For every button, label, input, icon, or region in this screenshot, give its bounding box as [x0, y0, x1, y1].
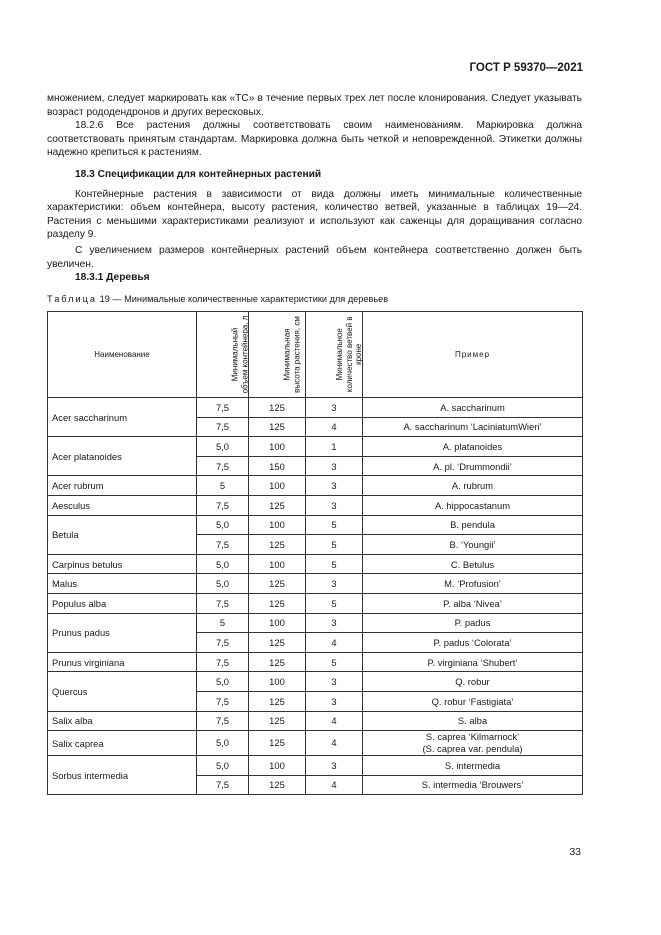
cell-branches: 3 [306, 613, 363, 633]
header-name: Наименование [48, 312, 197, 398]
table-row [48, 672, 583, 692]
cell-volume: 7,5 [197, 633, 249, 653]
cell-example: S. intermedia ‘Brouwers’ [363, 775, 583, 795]
cell-name: Betula [48, 515, 197, 554]
header-height: Минимальная высота растения, см [249, 312, 306, 398]
cell-branches: 4 [306, 417, 363, 437]
paragraph: С увеличением размеров контейнерных растений объем контейнера соответственно должен быть увеличен. [47, 244, 582, 270]
subsection-title: 18.3.1 Деревья [75, 272, 150, 284]
cell-height: 125 [249, 574, 306, 594]
table-row [48, 593, 583, 613]
cell-example: Q. robur [363, 672, 583, 692]
cell-branches: 3 [306, 672, 363, 692]
cell-example: A. saccharinum ‘LaciniatumWieri’ [363, 417, 583, 437]
cell-volume: 7,5 [197, 593, 249, 613]
cell-branches: 4 [306, 633, 363, 653]
cell-example: P. padus [363, 613, 583, 633]
cell-height: 125 [249, 398, 306, 418]
document-code: ГОСТ Р 59370—2021 [469, 62, 583, 74]
table-row [48, 711, 583, 731]
cell-name: Acer rubrum [48, 476, 197, 496]
cell-example: M. ‘Profusion’ [363, 574, 583, 594]
table-row [48, 476, 583, 496]
table-row [48, 756, 583, 776]
cell-branches: 1 [306, 437, 363, 457]
cell-height: 125 [249, 593, 306, 613]
cell-example: C. Betulus [363, 554, 583, 574]
cell-example: S. alba [363, 711, 583, 731]
cell-example: B. pendula [363, 515, 583, 535]
cell-example-line: (S. caprea var. pendula) [422, 743, 523, 755]
cell-name: Acer platanoides [48, 437, 197, 476]
cell-height: 125 [249, 775, 306, 795]
cell-height: 100 [249, 672, 306, 692]
page-number: 33 [569, 846, 581, 858]
cell-volume: 7,5 [197, 535, 249, 555]
cell-volume: 5 [197, 476, 249, 496]
table-row [48, 574, 583, 594]
cell-example: A. saccharinum [363, 398, 583, 418]
cell-volume: 5,0 [197, 731, 249, 756]
cell-branches: 5 [306, 593, 363, 613]
cell-name: Carpinus betulus [48, 554, 197, 574]
cell-volume: 5,0 [197, 672, 249, 692]
cell-height: 125 [249, 691, 306, 711]
cell-branches: 5 [306, 535, 363, 555]
cell-example: A. hippocastanum [363, 495, 583, 515]
table-header-row [48, 312, 583, 398]
cell-branches: 3 [306, 476, 363, 496]
cell-height: 125 [249, 731, 306, 756]
trees-table [47, 311, 583, 795]
cell-branches: 4 [306, 775, 363, 795]
paragraph: множением, следует маркировать как «ТС» в течение первых трех лет после клонирования. Следует указывать возраст рододендронов и других вересковых. [47, 93, 582, 118]
cell-branches: 3 [306, 756, 363, 776]
cell-volume: 5,0 [197, 437, 249, 457]
table-caption-label: Таблица [47, 294, 98, 304]
cell-volume: 5 [197, 613, 249, 633]
table-row [48, 613, 583, 633]
cell-name: Populus alba [48, 593, 197, 613]
cell-example: Q. robur ‘Fastigiata’ [363, 691, 583, 711]
cell-name: Salix alba [48, 711, 197, 731]
cell-branches: 5 [306, 515, 363, 535]
cell-example: P. virginiana ‘Shubert’ [363, 652, 583, 672]
cell-name: Prunus padus [48, 613, 197, 652]
cell-branches: 4 [306, 711, 363, 731]
cell-height: 125 [249, 652, 306, 672]
cell-branches: 3 [306, 574, 363, 594]
cell-height: 100 [249, 437, 306, 457]
cell-volume: 7,5 [197, 495, 249, 515]
cell-height: 100 [249, 515, 306, 535]
header-volume: Минимальный объем контейнера, л [197, 312, 249, 398]
cell-example: A. pl. ‘Drummondii’ [363, 456, 583, 476]
cell-height: 125 [249, 535, 306, 555]
cell-branches: 5 [306, 554, 363, 574]
body-text [47, 92, 582, 285]
table-caption [47, 294, 388, 304]
cell-volume: 5,0 [197, 515, 249, 535]
header-example: Пример [363, 312, 583, 398]
cell-branches: 3 [306, 495, 363, 515]
table-row [48, 437, 583, 457]
table-row [48, 731, 583, 756]
cell-height: 125 [249, 711, 306, 731]
cell-height: 125 [249, 417, 306, 437]
cell-example: B. ‘Youngii’ [363, 535, 583, 555]
cell-height: 150 [249, 456, 306, 476]
cell-height: 100 [249, 613, 306, 633]
table-row [48, 515, 583, 535]
cell-example: P. alba ‘Nivea’ [363, 593, 583, 613]
cell-volume: 7,5 [197, 417, 249, 437]
cell-volume: 5,0 [197, 554, 249, 574]
cell-height: 100 [249, 554, 306, 574]
cell-height: 125 [249, 633, 306, 653]
table-row [48, 495, 583, 515]
cell-name: Quercus [48, 672, 197, 711]
section-title: 18.3 Спецификации для контейнерных растений [75, 168, 322, 180]
cell-name: Aesculus [48, 495, 197, 515]
cell-height: 100 [249, 476, 306, 496]
cell-branches: 3 [306, 456, 363, 476]
cell-example-line: S. caprea ‘Kilmarnock’ [425, 731, 520, 743]
cell-volume: 7,5 [197, 711, 249, 731]
cell-example: A. rubrum [363, 476, 583, 496]
paragraph: 18.2.6 Все растения должны соответствовать своим наименованиям. Маркировка должна соответствовать принятым стандартам. Маркировка должна быть четкой и неповрежденной. Этикетки должны надежно крепиться к растениям. [47, 120, 582, 159]
header-branches: Минимальное количество ветвей в кроне [306, 312, 363, 398]
cell-height: 100 [249, 756, 306, 776]
cell-name: Acer saccharinum [48, 398, 197, 437]
cell-example: A. platanoides [363, 437, 583, 457]
cell-name: Sorbus intermedia [48, 756, 197, 795]
cell-height: 125 [249, 495, 306, 515]
cell-volume: 5,0 [197, 574, 249, 594]
cell-example: S. intermedia [363, 756, 583, 776]
cell-volume: 7,5 [197, 398, 249, 418]
cell-branches: 4 [306, 731, 363, 756]
cell-example: P. padus ‘Colorata’ [363, 633, 583, 653]
cell-volume: 7,5 [197, 691, 249, 711]
cell-volume: 5,0 [197, 756, 249, 776]
cell-branches: 3 [306, 691, 363, 711]
cell-name: Prunus virginiana [48, 652, 197, 672]
cell-volume: 7,5 [197, 456, 249, 476]
cell-branches: 3 [306, 398, 363, 418]
table-row [48, 554, 583, 574]
cell-name: Malus [48, 574, 197, 594]
cell-volume: 7,5 [197, 652, 249, 672]
table-row [48, 652, 583, 672]
table-caption-text: 19 — Минимальные количественные характеристики для деревьев [99, 294, 389, 304]
cell-volume: 7,5 [197, 775, 249, 795]
cell-name: Salix caprea [48, 731, 197, 756]
table-row [48, 398, 583, 418]
cell-example [363, 731, 583, 756]
cell-branches: 5 [306, 652, 363, 672]
paragraph: Контейнерные растения в зависимости от вида должны иметь минимальные количественные характеристики: объем контейнера, высоту растения, количество ветвей, указанные в таблицах 19—24. Растения с меньшими характеристиками реализуют и используют как саженцы для доращивания согласно разделу 9. [47, 188, 582, 241]
